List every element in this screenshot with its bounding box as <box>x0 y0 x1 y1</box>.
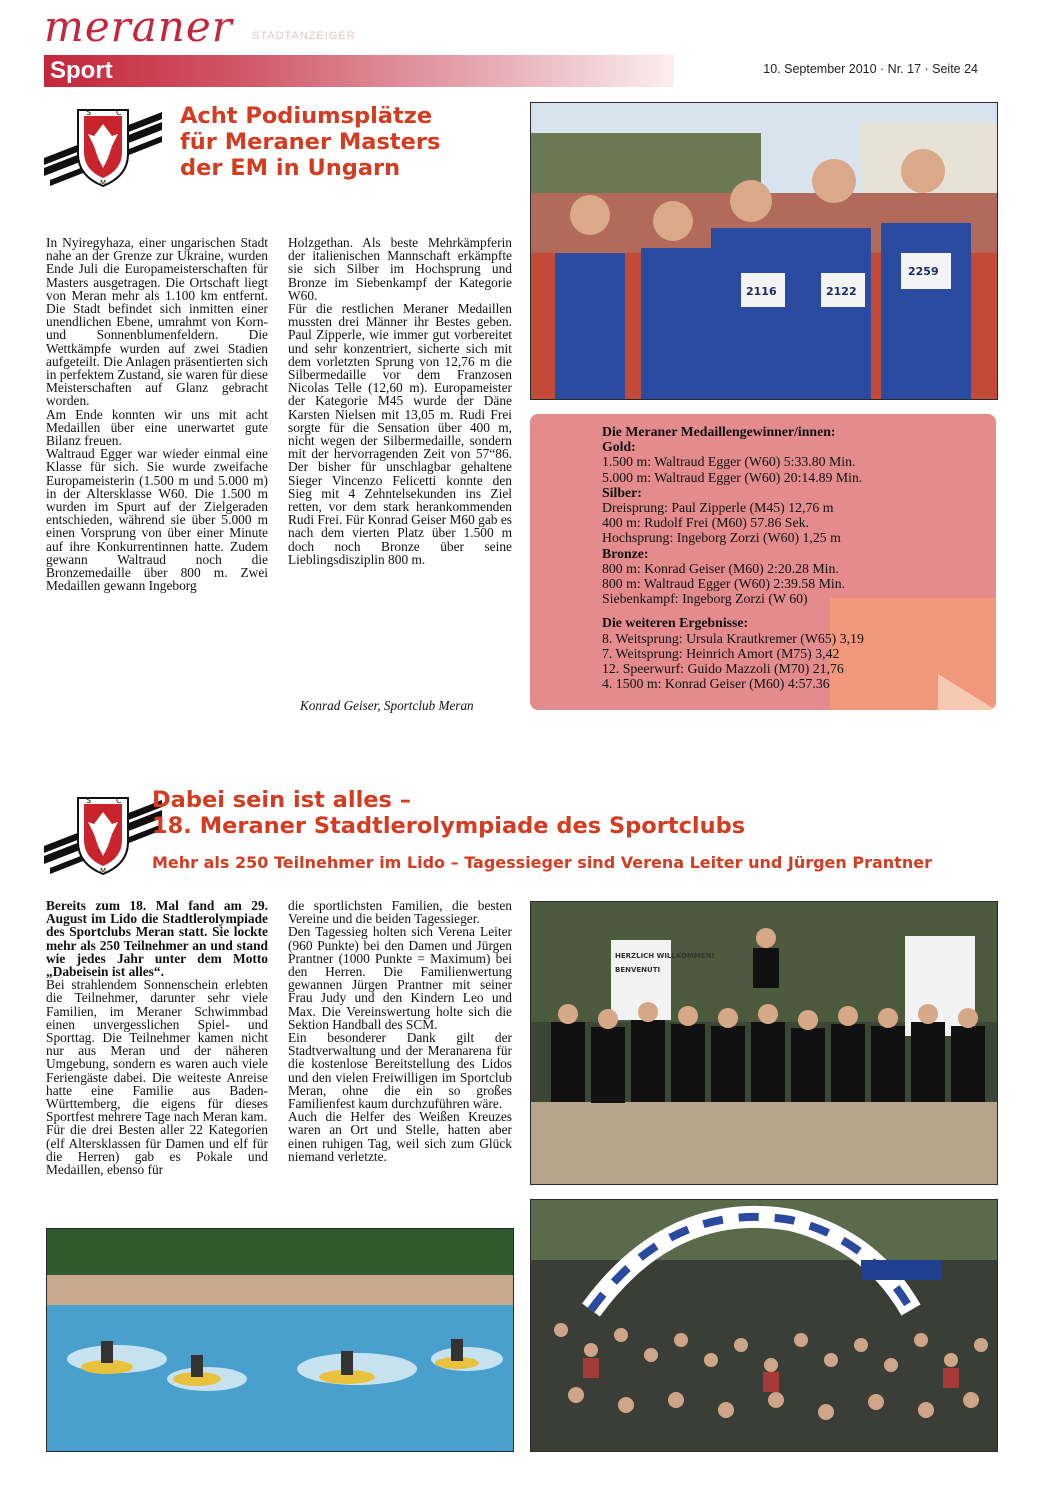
paragraph: Auch die Helfer des Weißen Kreuzes waren an Ort und Stelle, hatten aber einen ruhigen Tag, weil sich zum Glück niemand verletzte. <box>288 1109 512 1164</box>
medal-entry: Siebenkampf: Ingeborg Zorzi (W 60) <box>602 591 808 607</box>
medal-entry: 1.500 m: Waltraud Egger (W60) 5:33.80 Min. <box>602 454 856 470</box>
pool-kayaks-photo <box>46 1228 514 1452</box>
bib-number: 2116 <box>746 285 777 298</box>
headline-line: der EM in Ungarn <box>180 155 401 182</box>
article1-headline <box>180 103 440 181</box>
result-entry: 7. Weitsprung: Heinrich Amort (M75) 3,42 <box>602 645 840 661</box>
medal-entry: Dreisprung: Paul Zipperle (M45) 12,76 m <box>602 500 834 516</box>
more-results-label: Die weiteren Ergebnisse: <box>602 615 749 631</box>
article2-headline <box>152 787 745 839</box>
bronze-label: Bronze: <box>602 545 649 561</box>
result-entry: 4. 1500 m: Konrad Geiser (M60) 4:57.36 <box>602 676 830 692</box>
svg-text:C: C <box>116 108 122 117</box>
silver-label: Silber: <box>602 484 642 500</box>
masters-athletes-photo <box>530 102 998 400</box>
kids-podium-photo <box>530 901 998 1185</box>
paragraph: die sportlichsten Familien, die besten Vereine und die beiden Tagessieger. <box>288 898 512 927</box>
svg-text:S: S <box>86 796 92 805</box>
svg-text:M: M <box>100 867 107 875</box>
masthead-faint: STADTANZEIGER <box>252 30 356 42</box>
sportclub-eagle-logo-icon <box>44 790 162 876</box>
article2-column-2 <box>288 899 512 1163</box>
paragraph: Den Tagessieg holten sich Verena Leiter (960 Punkte) bei den Damen und Jürgen Prantner (1000 Punkte = Maximum) bei den Herren. Die Familienwertung gewannen Jürgen Prantner mit seiner Frau Judy und den Kindern Leo und Max. Die Vereinswertung holte sich die Sektion Handball des SCM. <box>288 924 512 1032</box>
bib-number: 2259 <box>908 265 939 278</box>
gold-label: Gold: <box>602 439 636 455</box>
paragraph: Waltraud Egger war wieder einmal eine Klasse für sich. Sie wurde zweifache Europameisterin (1.500 m und 5.000 m) in der Altersklasse W60. Die 1.500 m wurden im Spurt auf der Zielgeraden entschieden, während sie über 5.000 m einen Vorsprung von über einer Minute auf ihre Konkurrentinnen hatte. Zudem gewann Waltraud noch die Bronzemedaille über 800 m. Zwei Medaillen gewann Ingeborg <box>46 446 268 594</box>
sportclub-eagle-logo-icon <box>44 102 162 188</box>
article1-column-1 <box>46 236 268 592</box>
medal-entry: 800 m: Waltraud Egger (W60) 2:39.58 Min. <box>602 576 846 592</box>
medal-entry: Hochsprung: Ingeborg Zorzi (W60) 1,25 m <box>602 530 841 546</box>
article2-column-1 <box>46 899 268 1176</box>
paragraph: Für die restlichen Meraner Medaillen mussten drei Männer ihr Bestes geben. Paul Zipperle, wie immer gut vorbereitet und sehr konzentriert, sicherte sich mit dem vorletzten Sprung von 12,76 m die Silbermedaille vor dem Franzosen Nicolas Telle (12,60 m). Europameister der Kategorie M45 wurde der Däne Karsten Nielsen mit 13,05 m. Rudi Frei sorgte für die Sensation über 400 m, nicht wegen der Silbermedaille, sondern mit der hervorragenden Zeit von 57“86. Der bisher für unschlagbar gehaltene Sieger Vincenzo Felicetti konnte den Sieg mit 4 Zehntelsekunden ins Ziel retten, vor dem stark herankommenden Rudi Frei. Für Konrad Geiser M60 gab es nach dem vierten Platz über 1.500 m doch noch Bronze über seine Lieblingsdisziplin 800 m. <box>288 301 512 567</box>
banner-text: BENVENUTI <box>615 966 661 974</box>
medal-title: Die Meraner Medaillengewinner/innen: <box>602 424 836 439</box>
svg-text:M: M <box>100 179 107 187</box>
result-entry: 12. Speerwurf: Guido Mazzoli (M70) 21,76 <box>602 661 844 677</box>
headline-line: 18. Meraner Stadtlerolympiade des Sportclubs <box>152 813 746 840</box>
crowd-arch-photo <box>530 1199 998 1452</box>
medal-entry: 400 m: Rudolf Frei (M60) 57.86 Sek. <box>602 515 809 531</box>
headline-line: Dabei sein ist alles – <box>152 787 412 813</box>
medal-entry: 800 m: Konrad Geiser (M60) 2:20.28 Min. <box>602 560 839 576</box>
medal-results-list <box>602 424 864 691</box>
article1-column-2 <box>288 236 512 566</box>
page-curl-tip <box>938 674 996 710</box>
masthead-logo: meraner <box>44 2 233 51</box>
headline-line: Acht Podiumsplätze <box>180 103 433 129</box>
banner-text: HERZLICH WILLKOMMEN! <box>615 952 715 960</box>
paragraph: Ein besonderer Dank gilt der Stadtverwaltung und der Meranarena für die kostenlose Bereitstellung des Lidos und den vielen Freiwilligen im Sportclub Meran, ohne die ein so großes Familienfest kaum durchzuführen wäre. <box>288 1030 512 1112</box>
article2-subhead: Mehr als 250 Teilnehmer im Lido – Tagessieger sind Verena Leiter und Jürgen Prantner <box>152 853 932 872</box>
paragraph: Für die drei Besten aller 22 Kategorien (elf Altersklassen für Damen und elf für die Herren) gab es Pokale und Medaillen, ebenso für <box>46 1122 268 1178</box>
paragraph: Am Ende konnten wir uns mit acht Medaillen über eine unerwartet gute Bilanz freuen. <box>46 406 268 449</box>
section-label: Sport <box>50 57 113 84</box>
section-bar <box>44 55 674 87</box>
bib-number: 2122 <box>826 285 857 298</box>
paragraph: Bei strahlendem Sonnenschein erlebten die Teilnehmer, darunter sehr viele Familien, im Meraner Schwimmbad einen unvergesslichen Spiel- und Sporttag. Die Teilnehmer kamen nicht nur aus Meran und der näheren Umgebung, sondern es waren auch viele Feriengäste dabei. Die weiteste Anreise hatte eine Familie aus Baden-Württemberg, die eigens für dieses Sportfest mehrere Tage nach Meran kam. <box>46 977 268 1125</box>
medal-entry: 5.000 m: Waltraud Egger (W60) 20:14.89 Min. <box>602 469 863 485</box>
dateline: 10. September 2010 · Nr. 17 · Seite 24 <box>763 62 978 76</box>
paragraph: Holzgethan. Als beste Mehrkämpferin der italienischen Mannschaft erkämpfte sie sich Silber im Hochsprung und Bronze im Siebenkampf der Kategorie W60. <box>288 235 512 303</box>
svg-text:C: C <box>116 796 122 805</box>
paragraph: In Nyiregyhaza, einer ungarischen Stadt nahe an der Grenze zur Ukraine, wurden Ende Juli die Europameisterschaften für Masters ausgetragen. Die Ortschaft liegt von Meran mehr als 1.100 km entfernt. Die Stadt befindet sich inmitten einer unendlichen Ebene, umrahmt von Korn- und Sonnenblumenfeldern. Die Wettkämpfe wurden auf zwei Stadien aufgeteilt. Die Anlagen präsentierten sich in perfektem Zustand, sie waren für diese Meisterschaften auf Glanz gebracht worden. <box>46 235 268 409</box>
result-entry: 8. Weitsprung: Ursula Krautkremer (W65) 3,19 <box>602 630 864 646</box>
lead-paragraph: Bereits zum 18. Mal fand am 29. August im Lido die Stadtlerolympiade des Sportclubs Meran statt. Sie lockte mehr als 250 Teilnehmer an und stand wie jedes Jahr unter dem Motto „Dabeisein ist alles“. <box>46 898 268 980</box>
svg-text:S: S <box>86 108 92 117</box>
headline-line: für Meraner Masters <box>180 129 441 156</box>
medal-results-box <box>530 414 996 710</box>
byline: Konrad Geiser, Sportclub Meran <box>300 698 474 713</box>
